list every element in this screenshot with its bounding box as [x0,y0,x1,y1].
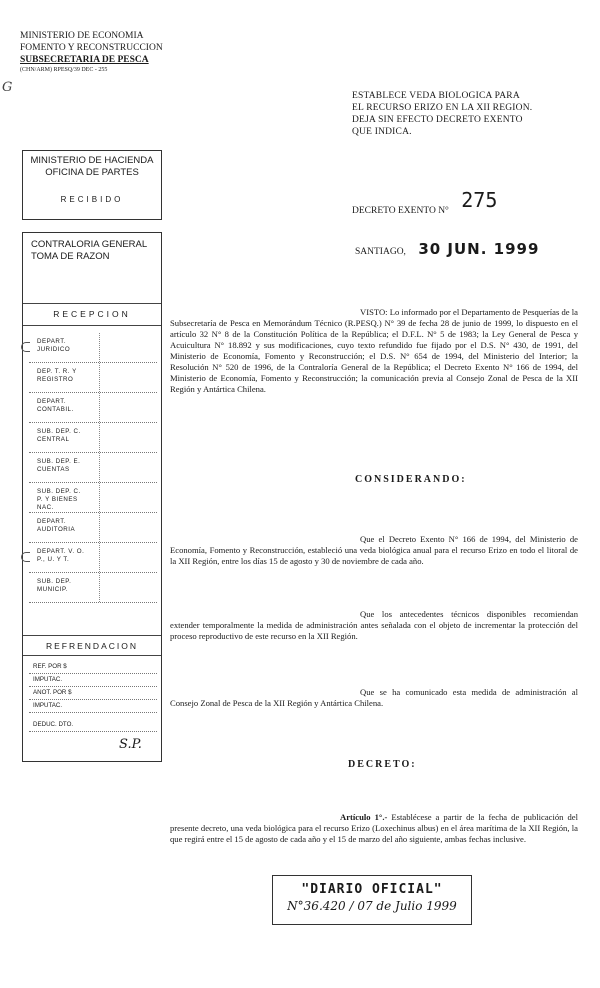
divider [99,483,100,512]
hacienda-line: MINISTERIO DE HACIENDA [30,155,154,166]
refrendacion-row: IMPUTAC. [29,674,157,687]
divider [99,423,100,452]
received-label: RECIBIDO [60,195,124,204]
divider [23,303,161,304]
divider [23,635,161,636]
department-row [29,513,157,543]
divider [99,333,100,362]
department-row [29,573,157,603]
department-row [29,333,157,363]
department-row [29,483,157,513]
considerando-paragraph: Que se ha comunicado esta medida de administración al Consejo Zonal de Pesca de la XII Región y Antártica Chilena. [170,687,578,708]
considerando-paragraph: Que el Decreto Exento N° 166 de 1994, del Ministerio de Economía, Fomento y Reconstrucción, estableció una veda biológica anual para el recurso Erizo en todo el litoral de la XII Región, entre los días 15 de agosto y 30 de noviembre de cada año. [170,534,578,566]
department-label: SUB. DEP. MUNICIP. [37,578,72,593]
department-label: DEPART. AUDITORIA [37,518,76,533]
refrendacion-row: IMPUTAC. [29,700,157,713]
subsecretaria-line: SUBSECRETARIA DE PESCA [20,55,149,65]
department-label: SUB. DEP. E. CUENTAS [37,458,81,473]
subject-line: EL RECURSO ERIZO EN LA XII REGION. [352,103,533,113]
hacienda-stamp [22,150,162,220]
date-stamp: 30 JUN. 1999 [418,240,540,258]
refrendacion-row: ANOT. POR $ [29,687,157,700]
divider [99,513,100,542]
refrendacion-rows [29,661,157,732]
divider [99,543,100,572]
department-list [29,333,157,603]
department-row [29,393,157,423]
divider [23,325,161,326]
department-label: SUB. DEP. C. P. Y BIENES NAC. [37,488,81,511]
contraloria-stamp [22,232,162,762]
ministry-line: MINISTERIO DE ECONOMIA [20,31,144,41]
place-label: SANTIAGO, [355,247,406,257]
department-label: DEPART. CONTABIL. [37,398,74,413]
diario-oficial-title: "DIARIO OFICIAL" [301,882,443,897]
department-label: DEP. T. R. Y REGISTRO [37,368,77,383]
considerando-heading: CONSIDERANDO: [355,474,467,485]
department-row [29,453,157,483]
subject-line: DEJA SIN EFECTO DECRETO EXENTO [352,115,523,125]
article-label: Artículo 1°.- [340,812,388,822]
divider [99,573,100,602]
contraloria-line: CONTRALORIA GENERAL [31,239,148,250]
hacienda-line: OFICINA DE PARTES [45,167,139,178]
divider [99,453,100,482]
divider [99,393,100,422]
visto-paragraph: VISTO: Lo informado por el Departamento de Pesquerías de la Subsecretaría de Pesca en Memorándum Técnico (R.PESQ.) N° 39 de fecha 28 de junio de 1999, lo dispuesto en el artículo 32 N° 8 de la Constitución Política de la República; el D.F.L. N° 5 de 1983; la Ley General de Pesca y Acuicultura N° 18.892 y sus modificaciones, cuyo texto refundido fue fijado por el D.S. N° 430, de 1991, del Ministerio de Economía, Fomento y Reconstrucción; el D.S. N° 654 de 1994, del Ministerio del Interior; la Resolución N° 520 de 1996, de la Contraloría General de la República; el Decreto Exento N° 166 de 1994, del Ministerio de Economía, Fomento y Reconstrucción; la comunicación previa al Consejo Zonal de Pesca de la XII Región y Antártica Chilena. [170,307,578,394]
refrendacion-row: REF. POR $ [29,661,157,674]
hook-mark [21,552,30,562]
refrendacion-label: REFRENDACION [45,641,138,651]
department-row [29,543,157,573]
hook-mark [21,342,30,352]
contraloria-line: TOMA DE RAZON [31,251,110,262]
reference-code: (CHN/ARM) RPESQ/39 DEC - 255 [20,67,108,73]
department-label: DEPART. V. O. P., U. Y T. [37,548,85,563]
decree-subject [352,90,532,138]
department-label: DEPART. JURIDICO [37,338,71,353]
divider [23,655,161,656]
department-row [29,423,157,453]
divider [99,363,100,392]
publication-handwritten: N°36.420 / 07 de Julio 1999 [287,899,457,913]
decreto-heading: DECRETO: [348,759,417,770]
ministry-line: FOMENTO Y RECONSTRUCCION [20,43,163,53]
diario-oficial-stamp [272,875,472,925]
ministry-header [20,30,163,74]
handwritten-initials: S.P. [119,737,142,752]
recepcion-label: RECEPCION [53,309,131,319]
date-line [355,240,539,258]
department-label: SUB. DEP. C. CENTRAL [37,428,81,443]
decree-number-line [352,188,498,218]
article-text: Establécese a partir de la fecha de publicación del presente decreto, una veda biológica para el recurso Erizo (Loxechinus albus) en el área marítima de la XII Región, la que regirá entre el 15 de agosto de cada año y el 15 de marzo del año siguiente, ambas fechas inclusive. [170,812,578,844]
margin-handwritten-mark: G [2,80,13,95]
decree-number: 275 [461,188,498,212]
subject-line: QUE INDICA. [352,127,412,137]
refrendacion-row: DEDUC. DTO. [29,719,157,732]
department-row [29,363,157,393]
decree-number-label: DECRETO EXENTO N° [352,206,449,216]
subject-line: ESTABLECE VEDA BIOLOGICA PARA [352,91,520,101]
considerando-paragraph: Que los antecedentes técnicos disponibles recomiendan extender temporalmente la medida de administración antes señalada con el objeto de incrementar la protección del proceso reproductivo de este recurso en la XII Región. [170,609,578,641]
article-1-paragraph [170,812,578,845]
